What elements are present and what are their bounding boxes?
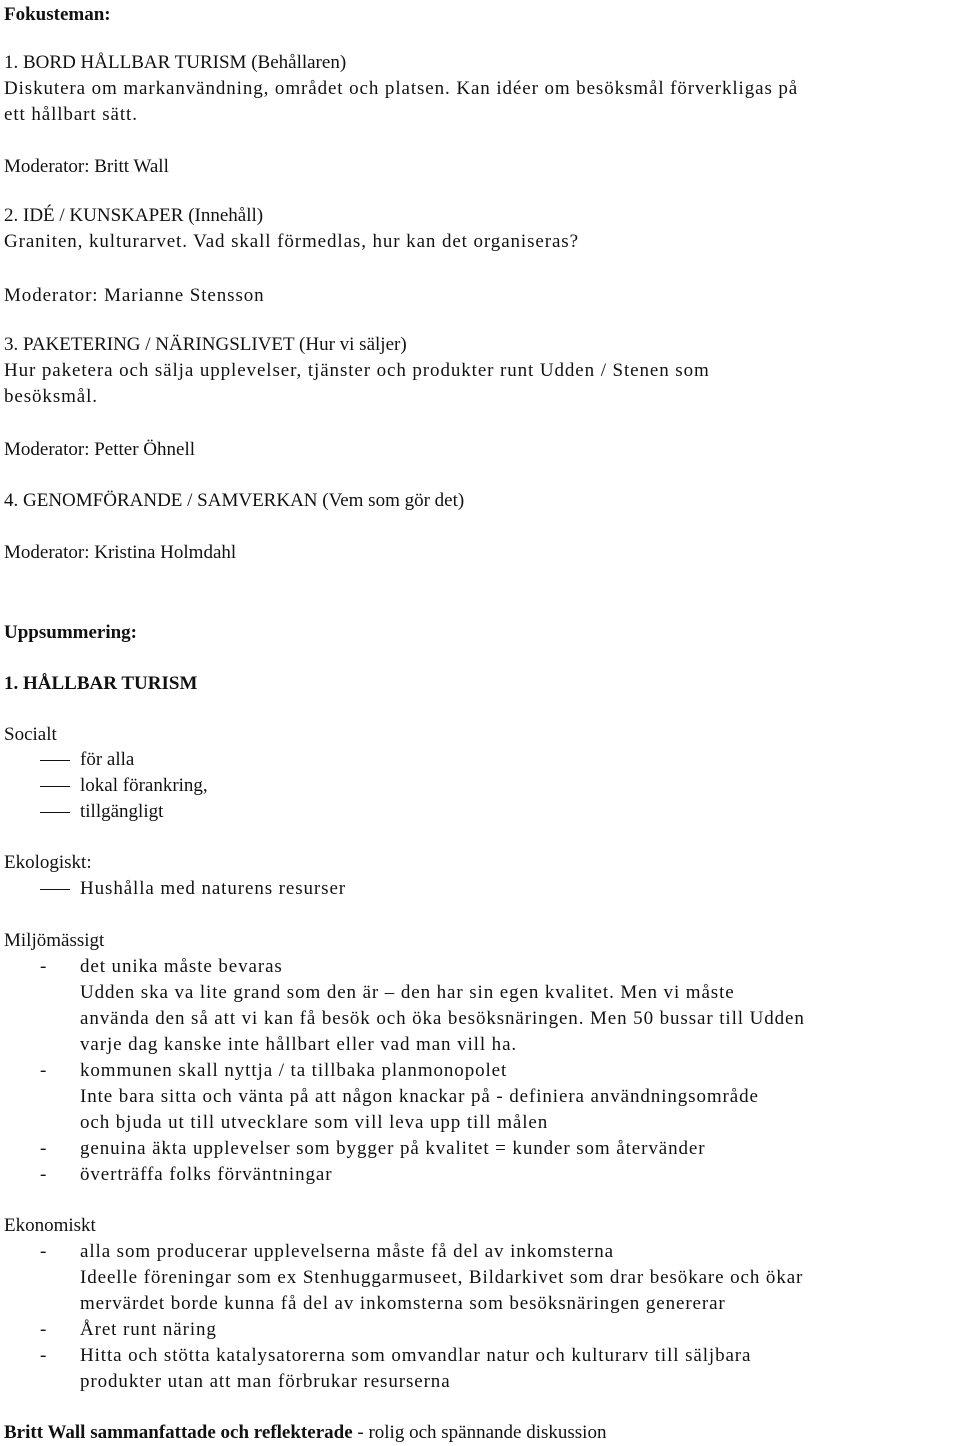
- summary-heading: Uppsummering:: [4, 622, 138, 643]
- ekonomiskt-item-1-cont-2: mervärdet borde kunna få del av inkomsterna som besöksnäringen genererar: [80, 1293, 726, 1314]
- miljo-item-2-cont-1: Inte bara sitta och vänta på att någon knackar på - definiera användningsområde: [80, 1086, 759, 1107]
- theme-2-title: 2. IDÉ / KUNSKAPER (Innehåll): [4, 205, 264, 226]
- bullet-dash: -: [40, 1241, 47, 1262]
- dash-marker: [40, 786, 70, 787]
- dash-marker: [40, 889, 70, 890]
- closing-line: [4, 1420, 606, 1446]
- miljo-item-1-cont-2: använda den så att vi kan få besök och öka besöksnäringen. Men 50 bussar till Udden: [80, 1008, 805, 1029]
- ekologiskt-heading: Ekologiskt:: [4, 852, 92, 873]
- theme-4-title: 4. GENOMFÖRANDE / SAMVERKAN (Vem som gör det): [4, 490, 465, 511]
- theme-3-title: 3. PAKETERING / NÄRINGSLIVET (Hur vi säljer): [4, 334, 407, 355]
- theme-1-desc-line-2: ett hållbart sätt.: [4, 104, 138, 125]
- closing-bold: Britt Wall sammanfattade och reflekterade: [4, 1422, 353, 1443]
- ekonomiskt-item-1: alla som producerar upplevelserna måste få del av inkomsterna: [80, 1241, 614, 1262]
- ekonomiskt-heading: Ekonomiskt: [4, 1215, 96, 1236]
- theme-1-moderator: Moderator: Britt Wall: [4, 156, 169, 177]
- miljo-item-3: genuina äkta upplevelser som bygger på kvalitet = kunder som återvänder: [80, 1138, 706, 1159]
- bullet-dash: -: [40, 1138, 47, 1159]
- ekonomiskt-item-3-cont-1: produkter utan att man förbrukar resurserna: [80, 1371, 451, 1392]
- bullet-dash: -: [40, 1060, 47, 1081]
- theme-3-moderator: Moderator: Petter Öhnell: [4, 439, 196, 460]
- ekologiskt-item-1: Hushålla med naturens resurser: [80, 878, 347, 899]
- socialt-heading: Socialt: [4, 724, 57, 745]
- miljo-item-1: det unika måste bevaras: [80, 956, 283, 977]
- bullet-dash: -: [40, 1164, 47, 1185]
- theme-2-moderator: Moderator: Marianne Stensson: [4, 285, 265, 306]
- ekonomiskt-item-1-cont-1: Ideelle föreningar som ex Stenhuggarmuseet, Bildarkivet som drar besökare och ökar: [80, 1267, 804, 1288]
- socialt-item-1: för alla: [80, 749, 135, 770]
- focus-heading: Fokusteman:: [4, 4, 111, 25]
- socialt-item-3: tillgängligt: [80, 801, 164, 822]
- socialt-item-2: lokal förankring,: [80, 775, 208, 796]
- bullet-dash: -: [40, 1345, 47, 1366]
- dash-marker: [40, 812, 70, 813]
- miljo-item-1-cont-1: Udden ska va lite grand som den är – den har sin egen kvalitet. Men vi måste: [80, 982, 735, 1003]
- theme-1-title: 1. BORD HÅLLBAR TURISM (Behållaren): [4, 52, 347, 73]
- miljo-item-2: kommunen skall nyttja / ta tillbaka planmonopolet: [80, 1060, 508, 1081]
- miljo-item-2-cont-2: och bjuda ut till utvecklare som vill leva upp till målen: [80, 1112, 549, 1133]
- theme-3-desc-line-1: Hur paketera och sälja upplevelser, tjänster och produkter runt Udden / Stenen som: [4, 360, 710, 381]
- miljo-item-1-cont-3: varje dag kanske inte hållbart eller vad man vill ha.: [80, 1034, 518, 1055]
- miljo-heading: Miljömässigt: [4, 930, 105, 951]
- bullet-dash: -: [40, 956, 47, 977]
- theme-2-desc-line-1: Graniten, kulturarvet. Vad skall förmedlas, hur kan det organiseras?: [4, 231, 579, 252]
- ekonomiskt-item-2: Året runt näring: [80, 1319, 217, 1340]
- closing-rest: - rolig och spännande diskussion: [352, 1422, 607, 1443]
- theme-3-desc-line-2: besöksmål.: [4, 386, 98, 407]
- miljo-item-4: överträffa folks förväntningar: [80, 1164, 333, 1185]
- dash-marker: [40, 760, 70, 761]
- theme-1-desc-line-1: Diskutera om markanvändning, området och platsen. Kan idéer om besöksmål förverkligas på: [4, 78, 799, 99]
- bullet-dash: -: [40, 1319, 47, 1340]
- ekonomiskt-item-3: Hitta och stötta katalysatorerna som omvandlar natur och kulturarv till säljbara: [80, 1345, 752, 1366]
- summary-title: 1. HÅLLBAR TURISM: [4, 673, 198, 694]
- theme-4-moderator: Moderator: Kristina Holmdahl: [4, 542, 237, 563]
